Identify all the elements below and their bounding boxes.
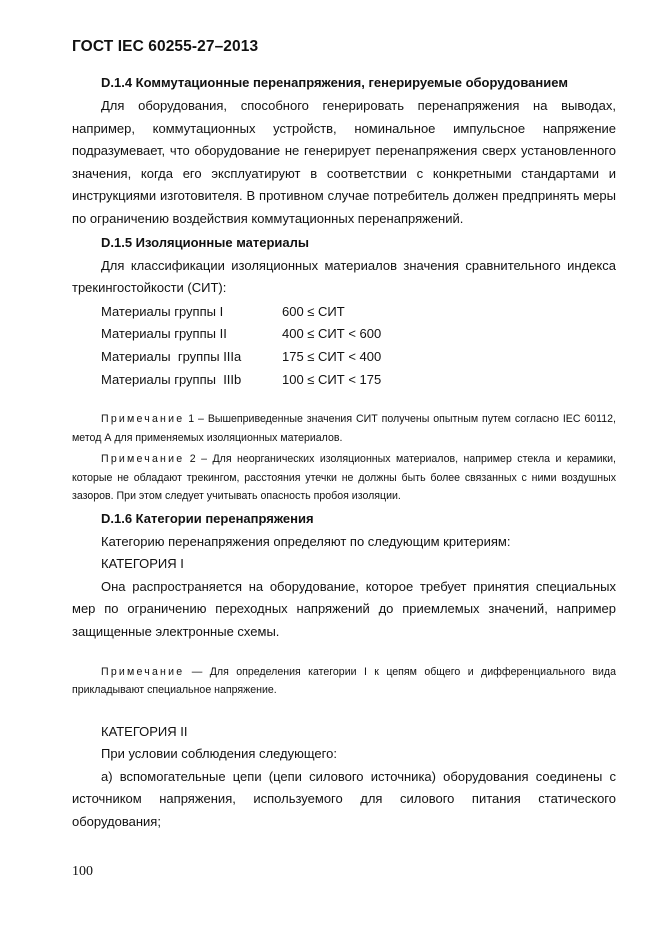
- table-cell-value: 400 ≤ СИТ < 600: [282, 326, 382, 342]
- note-1: [72, 410, 616, 447]
- note-text: 1 – Вышеприведенные значения СИТ получены опытным путем согласно IEC 60112, метод А для применяемых изоляционных материалов.: [72, 413, 616, 444]
- table-row: [72, 323, 616, 346]
- table-cell-label: Материалы группы IIIb: [101, 371, 242, 387]
- table-row: [72, 369, 616, 392]
- table-cell-label: Материалы группы I: [101, 303, 224, 319]
- cti-table: [72, 301, 616, 391]
- category-2-title: КАТЕГОРИЯ II: [101, 723, 188, 739]
- paragraph-d14: Для оборудования, способного генерировать перенапряжения на выводах, например, коммутационных устройств, номинальное импульсное напряжение подразумевает, что оборудование не генерирует перенапряжения сверх установленного значения, когда его эксплуатируют в соответствии с конкретными стандартами и инструкциями изготовителя. В противном случае потребитель должен предпринять меры по ограничению воздействия коммутационных перенапряжений.: [72, 98, 616, 226]
- document-header: ГОСТ IEC 60255-27–2013: [72, 38, 259, 55]
- note-text: — Для определения категории I к цепям общего и дифференциального вида прикладывают специальное напряжение.: [72, 665, 616, 697]
- section-heading-d16: D.1.6 Категории перенапряжения: [101, 510, 314, 526]
- note-prefix: Примечание: [101, 665, 185, 678]
- table-cell-value: 600 ≤ СИТ: [282, 303, 345, 319]
- table-row: [72, 301, 616, 324]
- category-1-text: Она распространяется на оборудование, которое требует принятия специальных мер по ограничению переходных напряжений до приемлемых значений, например защищенные электронные схемы.: [72, 578, 616, 639]
- note-prefix: Примечание: [101, 453, 185, 466]
- category-2-item-a: а) вспомогательные цепи (цепи силового источника) оборудования соединены с источником напряжения, используемого для силового питания статического оборудования;: [72, 768, 616, 829]
- table-cell-label: Материалы группы IIIa: [101, 348, 242, 364]
- note-prefix: Примечание: [101, 413, 185, 426]
- note-2: [72, 450, 616, 506]
- paragraph-d15-intro: Для классификации изоляционных материалов значения сравнительного индекса трекингостойкости (СИТ):: [72, 257, 616, 296]
- section-heading-d15: D.1.5 Изоляционные материалы: [101, 234, 309, 250]
- note-text: 2 – Для неорганических изоляционных материалов, например стекла и керамики, которые не обладают трекингом, расстояния утечки не должны быть более связанных с ними воздушных зазоров. При этом следует учитывать опасность пробоя изоляции.: [72, 453, 616, 503]
- category-2-intro: При условии соблюдения следующего:: [101, 746, 337, 762]
- page-number: 100: [72, 864, 93, 879]
- category-1-title: КАТЕГОРИЯ I: [101, 556, 184, 572]
- section-heading-d14: D.1.4 Коммутационные перенапряжения, генерируемые оборудованием: [101, 75, 568, 90]
- document-body: [72, 72, 616, 834]
- table-cell-value: 175 ≤ СИТ < 400: [282, 348, 382, 364]
- note-category-1: [72, 663, 616, 700]
- table-cell-value: 100 ≤ СИТ < 175: [282, 371, 382, 387]
- paragraph-d16-intro: Категорию перенапряжения определяют по следующим критериям:: [101, 533, 511, 549]
- table-cell-label: Материалы группы II: [101, 326, 227, 342]
- table-row: [72, 346, 616, 369]
